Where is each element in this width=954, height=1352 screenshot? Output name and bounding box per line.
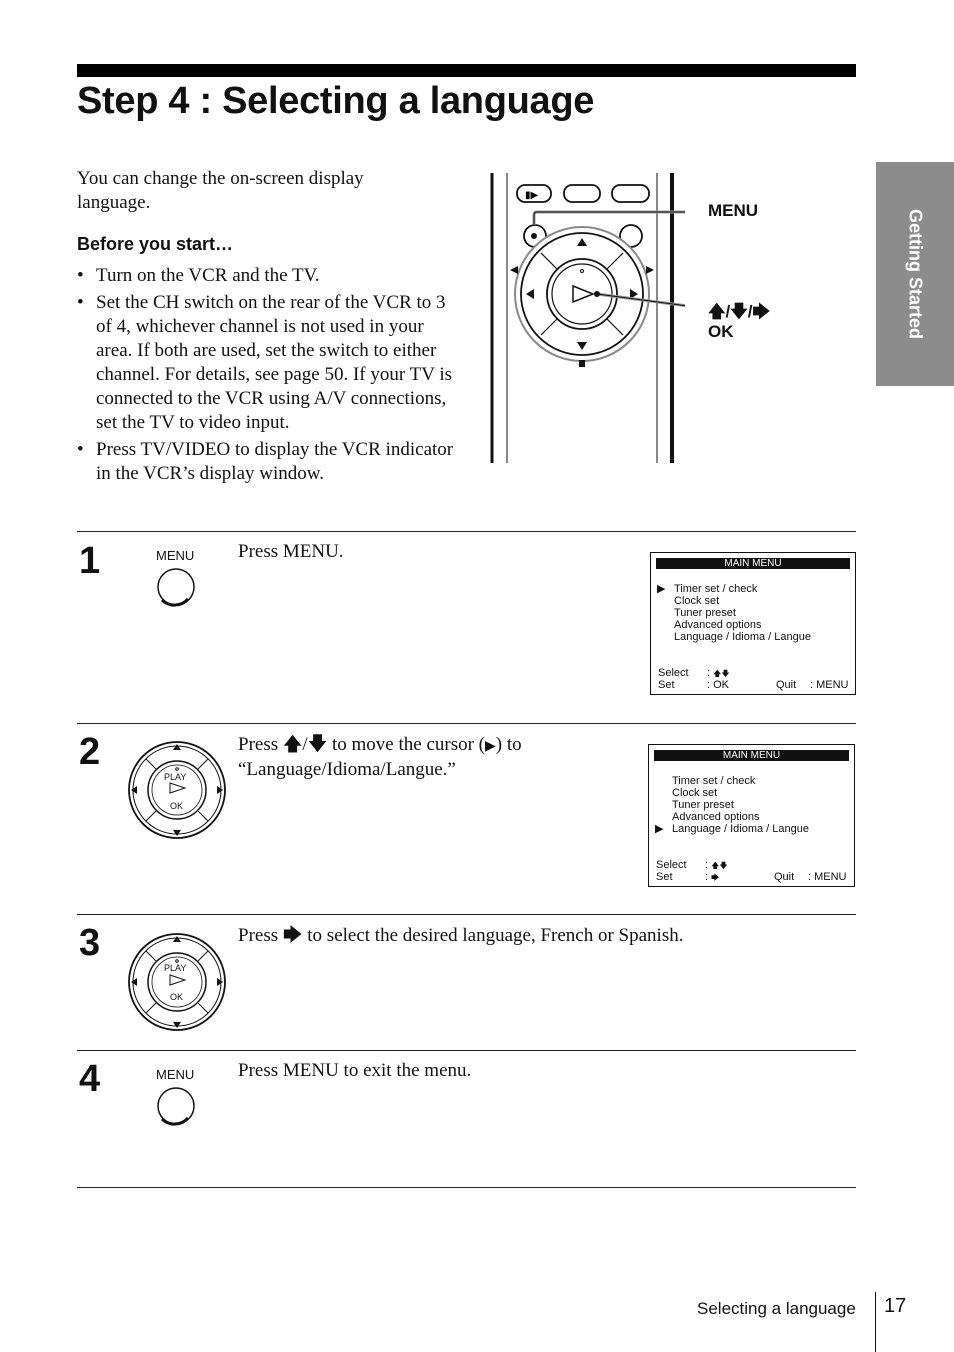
menu-item: Tuner preset (672, 799, 734, 811)
up-down-arrow-icon: 🡅🡇 (713, 669, 730, 678)
prerequisite-list (77, 264, 457, 489)
cursor-icon: ▶ (485, 738, 496, 754)
quit-value: : MENU (808, 871, 847, 883)
tv-screen-main-menu-1 (650, 552, 856, 695)
quit-label: Quit (774, 871, 795, 883)
menu-item: Advanced options (674, 619, 762, 631)
step-divider (77, 531, 856, 532)
up-down-arrow-icon: 🡅🡇 (711, 861, 728, 870)
menu-button-icon (155, 566, 200, 611)
select-value: : (705, 859, 709, 871)
footer-section-title: Selecting a language (697, 1299, 856, 1318)
set-value: : (705, 871, 709, 883)
menu-item: Timer set / check (674, 583, 758, 595)
up-arrow-icon: 🡅 (282, 733, 303, 755)
up-arrow-icon: 🡅 (708, 302, 726, 322)
set-value: : OK (707, 679, 730, 691)
step-number: 1 (79, 540, 101, 582)
list-item: • Set the CH switch on the rear of the VCR to 3 of 4, whichever channel is not used in your area. If both are used, set the switch to either channel. For details, see page 50. If your TV is connected to the VCR using A/V connections, set the TV to video input. (77, 291, 457, 435)
right-arrow-icon: 🡆 (711, 873, 720, 882)
menu-item: Timer set / check (672, 775, 756, 787)
down-arrow-icon: 🡇 (730, 302, 748, 322)
down-arrow-icon: 🡇 (307, 733, 328, 755)
quit-label: Quit (776, 679, 797, 691)
screen-header: MAIN MENU (656, 558, 850, 569)
select-value: : (707, 667, 711, 679)
svg-text:▮▶: ▮▶ (525, 190, 539, 201)
remote-menu-label: MENU (708, 201, 759, 220)
menu-button-label: MENU (156, 1067, 195, 1082)
cursor-icon: ▶ (655, 823, 664, 835)
remote-control-illustration (485, 170, 685, 466)
dial-pad-icon (127, 740, 229, 842)
remote-arrows-label: 🡅/🡇/🡆 (708, 302, 770, 322)
intro-text: You can change the on-screen display language. (77, 168, 364, 213)
step-divider (77, 1050, 856, 1051)
section-tab-label: Getting Started (905, 208, 926, 340)
quit-value: : MENU (810, 679, 849, 691)
step-number: 3 (79, 922, 101, 964)
menu-button-icon (155, 1085, 200, 1130)
play-label: PLAY (164, 963, 187, 973)
menu-item: Clock set (674, 595, 720, 607)
menu-item: Language / Idioma / Langue (674, 631, 812, 643)
select-label: Select (656, 859, 687, 871)
before-you-start-heading: Before you start… (77, 234, 234, 254)
remote-ok-label: OK (708, 322, 734, 341)
screen-header: MAIN MENU (654, 750, 849, 761)
menu-item: Language / Idioma / Langue (672, 823, 810, 835)
play-label: PLAY (164, 772, 187, 782)
list-item: • Turn on the VCR and the TV. (77, 264, 457, 288)
page-title: Step 4 : Selecting a language (77, 80, 595, 122)
menu-item: Advanced options (672, 811, 760, 823)
section-tab (876, 162, 954, 386)
step-2-text: Press 🡅/🡇 to move the cursor (▶) to “Language/Idioma/Langue.” (238, 733, 522, 780)
tv-screen-main-menu-2 (648, 744, 855, 887)
step-1-text: Press MENU. (238, 541, 344, 562)
step-number: 2 (79, 731, 101, 773)
menu-button-label: MENU (156, 548, 195, 563)
set-label: Set (656, 871, 673, 883)
list-item: • Press TV/VIDEO to display the VCR indicator in the VCR’s display window. (77, 438, 457, 486)
step-divider (77, 723, 856, 724)
menu-item: Clock set (672, 787, 718, 799)
right-arrow-icon: 🡆 (752, 302, 770, 322)
step-4-text: Press MENU to exit the menu. (238, 1060, 472, 1081)
title-bar-rule (77, 64, 856, 77)
select-label: Select (658, 667, 689, 679)
cursor-icon: ▶ (657, 583, 666, 595)
menu-item: Tuner preset (674, 607, 736, 619)
set-label: Set (658, 679, 675, 691)
ok-label: OK (170, 801, 184, 811)
step-number: 4 (79, 1058, 101, 1100)
step-3-text: Press 🡆 to select the desired language, French or Spanish. (238, 924, 684, 946)
page-number: 17 (884, 1295, 907, 1317)
ok-label: OK (170, 992, 184, 1002)
dial-pad-icon (127, 932, 229, 1034)
step-divider (77, 914, 856, 915)
right-arrow-icon: 🡆 (282, 924, 303, 946)
step-divider (77, 1187, 856, 1188)
footer-divider (875, 1292, 876, 1352)
